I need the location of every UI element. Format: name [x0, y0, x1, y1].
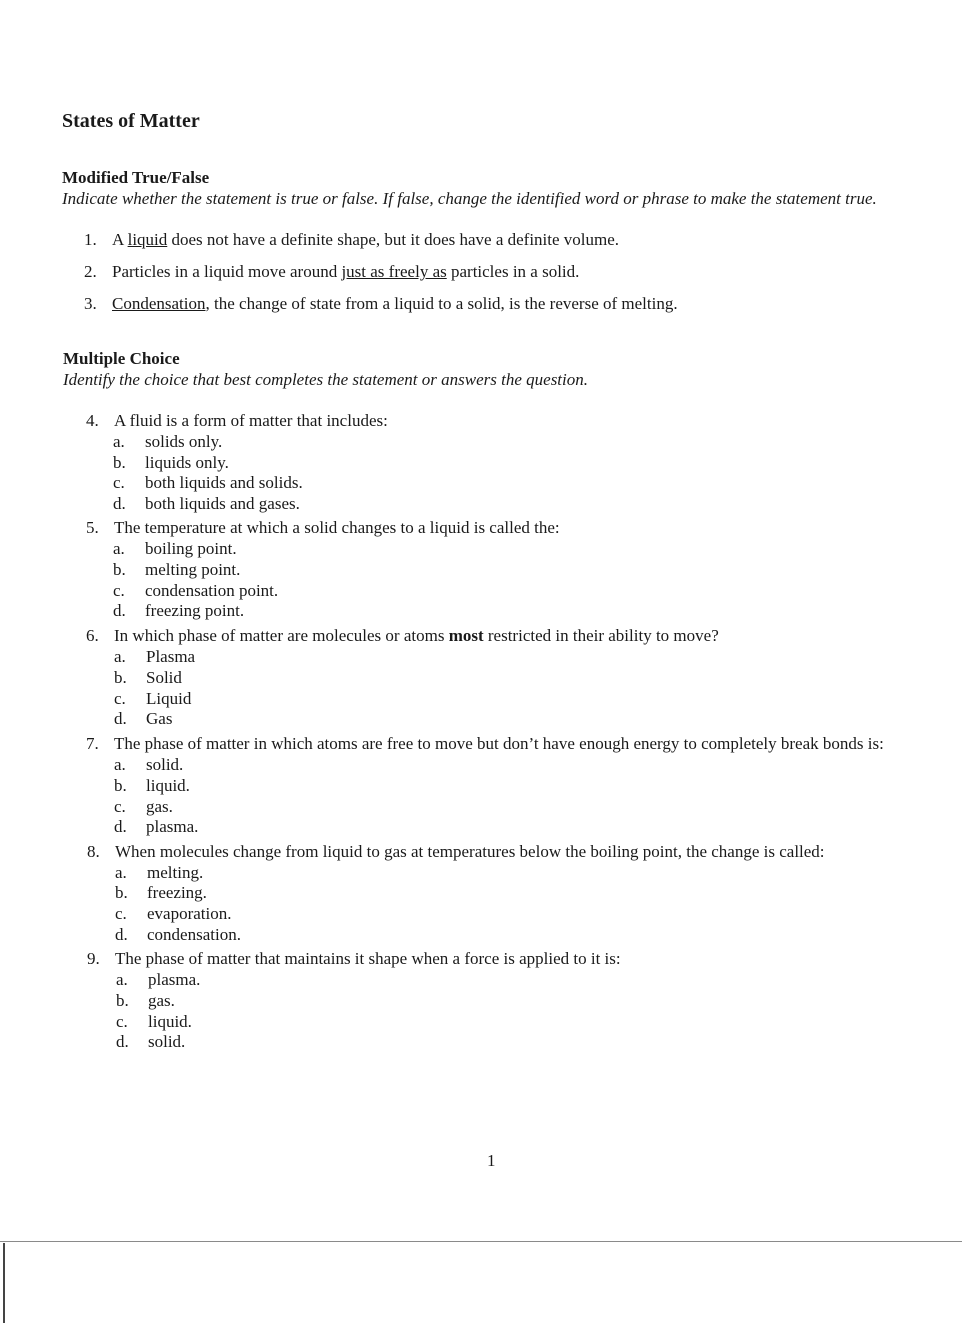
mc-choice-letter: c. — [114, 689, 126, 708]
mc-choice-letter: d. — [113, 601, 126, 620]
mc-section-instructions: Identify the choice that best completes the statement or answers the question. — [63, 370, 588, 389]
mc-choice-letter: b. — [114, 776, 127, 795]
mc-choice-letter: a. — [114, 647, 126, 666]
mc-choice — [116, 1032, 185, 1052]
mc-question-text: When molecules change from liquid to gas at temperatures below the boiling point, the change is called: — [115, 842, 825, 861]
mc-question-number: 9. — [87, 949, 100, 968]
mc-choice-text: liquid. — [146, 776, 190, 795]
scan-edge-mark — [3, 1243, 5, 1323]
mc-choice-text: freezing. — [147, 883, 207, 902]
mc-choice — [115, 904, 232, 924]
mc-choice-text: melting. — [147, 863, 204, 882]
mc-choice-text: gas. — [148, 991, 175, 1010]
mc-choice-letter: c. — [115, 904, 127, 923]
mc-question-number: 8. — [87, 842, 100, 861]
mc-choice-letter: c. — [113, 473, 125, 492]
tf-item-text-post: does not have a definite shape, but it does have a definite volume. — [167, 230, 620, 249]
mc-choice-text: condensation point. — [145, 581, 279, 600]
tf-item-underlined: liquid — [127, 230, 168, 249]
mc-choice-text: freezing point. — [145, 601, 245, 620]
mc-question — [87, 949, 621, 969]
mc-question — [86, 518, 560, 538]
mc-choice-letter: d. — [116, 1032, 129, 1051]
mc-question-text: The temperature at which a solid changes to a liquid is called the: — [114, 518, 560, 537]
mc-choice — [113, 581, 278, 601]
mc-choice-text: liquid. — [148, 1012, 192, 1031]
mc-choice-text: Solid — [146, 668, 182, 687]
mc-section-heading: Multiple Choice — [63, 349, 180, 368]
mc-question-number: 5. — [86, 518, 99, 537]
mc-choice-text: plasma. — [146, 817, 199, 836]
tf-section-instructions: Indicate whether the statement is true or false. If false, change the identified word or phrase to make the statement true. — [62, 189, 877, 208]
mc-choice — [114, 668, 182, 688]
mc-choice — [116, 991, 175, 1011]
mc-question-text: A fluid is a form of matter that includes: — [114, 411, 388, 430]
mc-choice-letter: a. — [116, 970, 128, 989]
mc-question — [87, 842, 825, 862]
mc-question-number: 7. — [86, 734, 99, 753]
tf-item-number: 3. — [84, 294, 97, 313]
mc-question-number: 4. — [86, 411, 99, 430]
mc-question-text: The phase of matter in which atoms are free to move but don’t have enough energy to completely break bonds is: — [114, 734, 884, 753]
page-number: 1 — [487, 1151, 496, 1170]
page-title: States of Matter — [62, 110, 200, 132]
mc-question-text-pre: In which phase of matter are molecules or atoms — [114, 626, 449, 645]
mc-choice — [114, 776, 190, 796]
mc-choice — [114, 797, 173, 817]
mc-choice-letter: a. — [113, 539, 125, 558]
scan-edge-line — [0, 1241, 962, 1242]
mc-choice-text: evaporation. — [147, 904, 232, 923]
tf-item — [84, 294, 678, 314]
mc-question-number: 6. — [86, 626, 99, 645]
mc-choice — [114, 689, 191, 709]
mc-choice-text: solid. — [148, 1032, 186, 1051]
mc-choice — [113, 453, 229, 473]
mc-choice-text: both liquids and solids. — [145, 473, 303, 492]
mc-question — [86, 734, 884, 754]
mc-choice-letter: a. — [115, 863, 127, 882]
mc-choice-letter: b. — [114, 668, 127, 687]
mc-choice — [114, 709, 172, 729]
mc-choice-text: solids only. — [145, 432, 223, 451]
mc-choice — [113, 494, 300, 514]
mc-choice-text: both liquids and gases. — [145, 494, 300, 513]
tf-item-underlined: just as freely as — [341, 262, 447, 281]
tf-item-underlined: Condensation — [112, 294, 206, 313]
mc-choice-text: Plasma — [146, 647, 196, 666]
tf-item-number: 2. — [84, 262, 97, 281]
mc-choice-letter: a. — [114, 755, 126, 774]
mc-choice-letter: d. — [115, 925, 128, 944]
mc-choice-text: solid. — [146, 755, 184, 774]
mc-choice — [114, 817, 198, 837]
mc-choice-letter: d. — [114, 709, 127, 728]
mc-choice-letter: c. — [114, 797, 126, 816]
mc-choice — [115, 883, 207, 903]
mc-choice — [114, 755, 183, 775]
mc-choice-letter: b. — [115, 883, 128, 902]
mc-choice — [114, 647, 195, 667]
mc-choice-text: Liquid — [146, 689, 192, 708]
mc-choice — [115, 925, 241, 945]
tf-item-text-post: , the change of state from a liquid to a solid, is the reverse of melting. — [205, 294, 678, 313]
mc-question-text-bold: most — [448, 626, 484, 645]
mc-choice — [115, 863, 203, 883]
mc-choice-letter: b. — [113, 560, 126, 579]
mc-choice-letter: c. — [116, 1012, 128, 1031]
mc-choice-letter: b. — [116, 991, 129, 1010]
tf-item — [84, 230, 619, 250]
mc-choice-letter: d. — [114, 817, 127, 836]
mc-choice — [113, 560, 240, 580]
tf-item-text-pre: Particles in a liquid move around — [112, 262, 342, 281]
mc-choice-letter: d. — [113, 494, 126, 513]
mc-choice-text: condensation. — [147, 925, 241, 944]
mc-choice — [113, 539, 237, 559]
mc-choice-text: melting point. — [145, 560, 241, 579]
mc-choice-text: liquids only. — [145, 453, 229, 472]
mc-choice-text: gas. — [146, 797, 173, 816]
mc-choice — [116, 970, 200, 990]
mc-choice — [113, 473, 303, 493]
mc-choice-text: boiling point. — [145, 539, 237, 558]
tf-item-text-post: particles in a solid. — [446, 262, 580, 281]
mc-choice-text: plasma. — [148, 970, 201, 989]
tf-item-number: 1. — [84, 230, 97, 249]
mc-choice-text: Gas — [146, 709, 173, 728]
mc-choice-letter: a. — [113, 432, 125, 451]
mc-choice — [113, 601, 244, 621]
tf-item-text-pre: A — [112, 230, 128, 249]
mc-choice-letter: c. — [113, 581, 125, 600]
tf-item — [84, 262, 579, 282]
mc-choice-letter: b. — [113, 453, 126, 472]
mc-question-text: The phase of matter that maintains it shape when a force is applied to it is: — [115, 949, 621, 968]
mc-question-text-post: restricted in their ability to move? — [483, 626, 719, 645]
tf-section-heading: Modified True/False — [62, 168, 210, 187]
mc-choice — [113, 432, 222, 452]
mc-question — [86, 626, 719, 646]
mc-question — [86, 411, 388, 431]
mc-choice — [116, 1012, 192, 1032]
